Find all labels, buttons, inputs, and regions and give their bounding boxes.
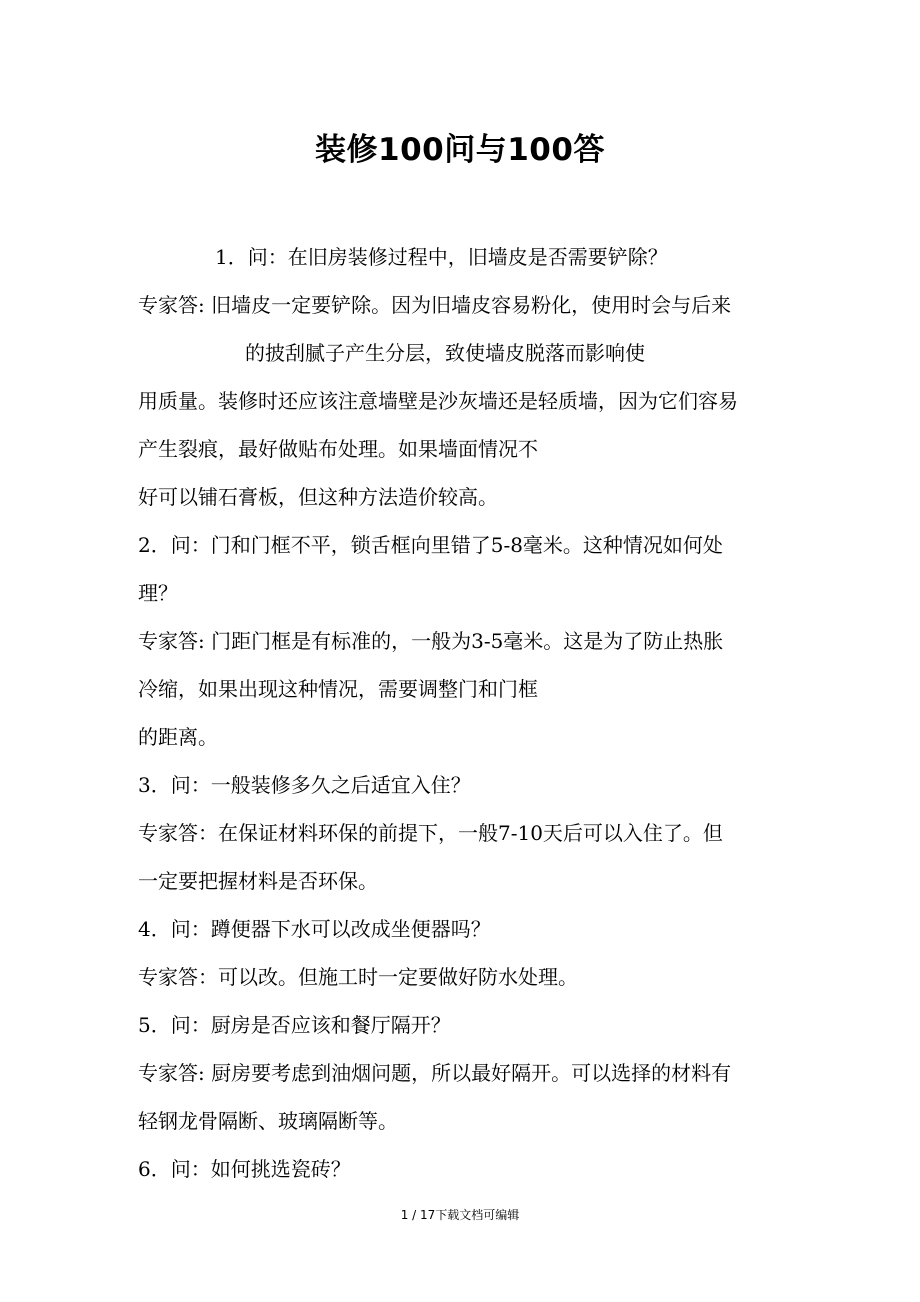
- answer-3-line-2: 一定要把握材料是否环保。: [138, 869, 378, 893]
- question-3: 3．问：一般装修多久之后适宜入住？: [138, 773, 471, 797]
- answer-1-line-1: 专家答: 旧墙皮一定要铲除。因为旧墙皮容易粉化，使用时会与后来: [138, 293, 732, 317]
- answer-1-line-4: 产生裂痕，最好做贴布处理。如果墙面情况不: [138, 437, 538, 461]
- answer-1-line-5: 好可以铺石膏板，但这种方法造价较高。: [138, 485, 498, 509]
- answer-2-line-2: 冷缩，如果出现这种情况，需要调整门和门框: [138, 677, 538, 701]
- question-2-line-2: 理？: [138, 581, 178, 605]
- question-2-line-1: 2．问：门和门框不平，锁舌框向里错了5-8毫米。这种情况如何处: [138, 533, 723, 557]
- question-1: 1．问：在旧房装修过程中，旧墙皮是否需要铲除？: [215, 245, 668, 269]
- answer-2-line-1: 专家答: 门距门框是有标准的，一般为3-5毫米。这是为了防止热胀: [138, 629, 724, 653]
- answer-5-line-2: 轻钢龙骨隔断、玻璃隔断等。: [138, 1109, 398, 1133]
- question-5: 5．问：厨房是否应该和餐厅隔开？: [138, 1013, 451, 1037]
- question-4: 4．问：蹲便器下水可以改成坐便器吗？: [138, 917, 491, 941]
- answer-3-line-1: 专家答：在保证材料环保的前提下，一般7-10天后可以入住了。但: [138, 821, 723, 845]
- answer-5-line-1: 专家答: 厨房要考虑到油烟问题，所以最好隔开。可以选择的材料有: [138, 1061, 732, 1085]
- page-footer: 1 / 17下载文档可编辑: [400, 1208, 520, 1222]
- answer-1-line-3: 用质量。装修时还应该注意墙壁是沙灰墙还是轻质墙，因为它们容易: [138, 389, 738, 413]
- document-title: 装修100问与100答: [315, 132, 605, 168]
- answer-1-line-2: 的披刮腻子产生分层，致使墙皮脱落而影响使: [245, 341, 645, 365]
- question-6: 6．问：如何挑选瓷砖？: [138, 1157, 351, 1181]
- answer-2-line-3: 的距离。: [138, 725, 218, 749]
- answer-4: 专家答：可以改。但施工时一定要做好防水处理。: [138, 965, 578, 989]
